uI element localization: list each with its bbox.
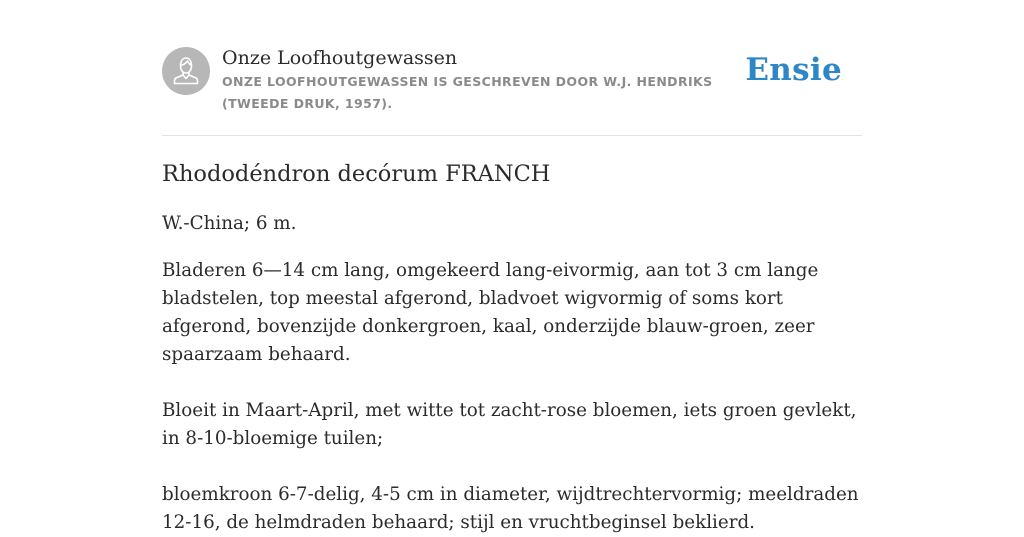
entry-paragraph-flowering: Bloeit in Maart-April, met witte tot zacht-rose bloemen, iets groen gevlekt, in 8-10-bloemige tuilen;	[162, 400, 857, 449]
avatar[interactable]	[162, 47, 210, 95]
divider	[162, 135, 862, 136]
entry-origin: W.-China; 6 m.	[162, 213, 297, 234]
entry-title: Rhododéndron decórum FRANCH	[162, 161, 551, 187]
entry-paragraph-leaves: Bladeren 6—14 cm lang, omgekeerd lang-eivormig, aan tot 3 cm lange bladstelen, top meestal afgerond, bladvoet wigvormig of soms kort afgerond, bovenzijde donkergroen, kaal, onderzijde blauw-groen, zeer spaarzaam behaard.	[162, 260, 819, 365]
user-silhouette-icon	[162, 47, 210, 95]
ensie-logo[interactable]: Ensie	[745, 52, 842, 88]
source-subtitle: ONZE LOOFHOUTGEWASSEN IS GESCHREVEN DOOR W.J. HENDRIKS (TWEEDE DRUK, 1957).	[222, 74, 713, 111]
entry-content	[162, 158, 867, 537]
source-header	[162, 46, 862, 136]
entry-paragraph-corolla: bloemkroon 6-7-delig, 4-5 cm in diameter, wijdtrechtervormig; meeldraden 12-16, de helmdraden behaard; stijl en vruchtbeginsel beklierd.	[162, 484, 859, 533]
source-title[interactable]: Onze Loofhoutgewassen	[222, 47, 458, 69]
